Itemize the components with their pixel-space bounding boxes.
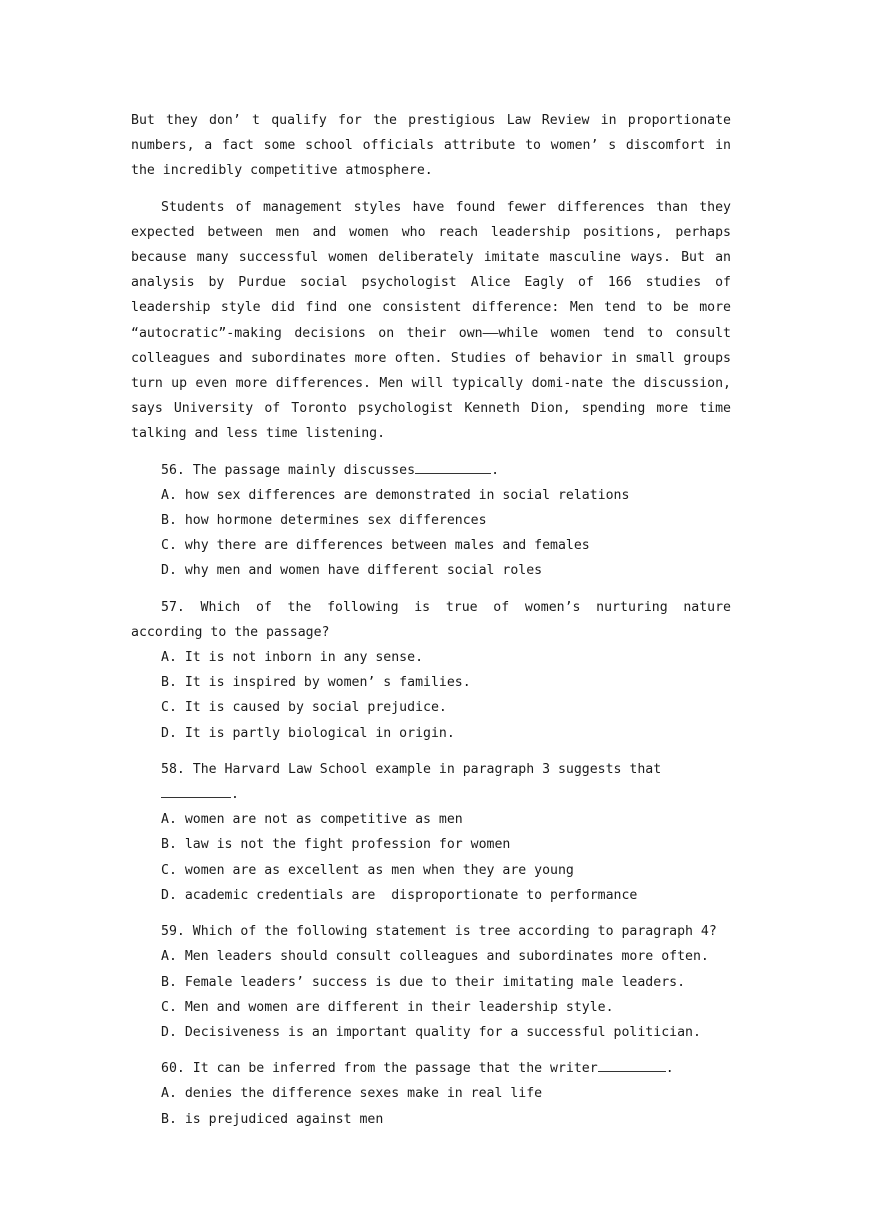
question-56: [131, 458, 731, 584]
option-c: C. It is caused by social prejudice.: [161, 700, 447, 716]
question-60: [131, 1056, 731, 1132]
question-stem: 57. Which of the following is true of women’s nurturing nature according to the passage?: [131, 599, 731, 640]
question-stem-end: .: [231, 787, 239, 803]
option-b: B. Female leaders’ success is due to their imitating male leaders.: [161, 974, 686, 990]
option-d: D. Decisiveness is an important quality for a successful politician.: [161, 1024, 701, 1040]
question-stem: [131, 458, 731, 483]
option-b: B. how hormone determines sex differences: [161, 513, 487, 529]
question-stem-text: 60. It can be inferred from the passage that the writer: [161, 1061, 598, 1077]
option-c: C. women are as excellent as men when they are young: [161, 862, 574, 878]
question-stem-text: 58. The Harvard Law School example in paragraph 3 suggests that: [161, 761, 662, 777]
option-a: A. It is not inborn in any sense.: [161, 650, 424, 666]
question-58: [131, 757, 731, 908]
answer-blank: [415, 459, 491, 474]
question-57: [131, 595, 731, 746]
option-a: A. Men leaders should consult colleagues and subordinates more often.: [161, 949, 709, 965]
passage-paragraph-1: But they don’ t qualify for the prestigious Law Review in proportionate numbers, a fact some school officials attribute to women’ s discomfort in the incredibly competitive atmosphere.: [131, 113, 731, 179]
option-d: D. academic credentials are disproportionate to performance: [161, 887, 638, 903]
question-stem-end: .: [665, 1061, 674, 1077]
option-c: C. Men and women are different in their leadership style.: [161, 999, 614, 1015]
question-stem: [131, 1056, 731, 1081]
question-stem-text: 56. The passage mainly discusses: [161, 462, 416, 478]
option-d: D. why men and women have different social roles: [161, 563, 543, 579]
option-b: B. It is inspired by women’ s families.: [161, 675, 471, 691]
document-page: [131, 108, 731, 1143]
option-a: A. denies the difference sexes make in real life: [161, 1086, 543, 1102]
option-a: A. how sex differences are demonstrated in social relations: [161, 487, 630, 503]
option-b: B. law is not the fight profession for women: [161, 837, 511, 853]
passage-paragraph-2: Students of management styles have found fewer differences than they expected between men and women who reach leadership positions, perhaps because many successful women deliberately imitate masculine ways. But an analysis by Purdue social psychologist Alice Eagly of 166 studies of leadership style did find one consistent difference: Men tend to be more “autocratic”-making decisions on their own——while women tend to consult colleagues and subordinates more often. Studies of behavior in small groups turn up even more differences. Men will typically domi-nate the discussion, says University of Toronto psychologist Kenneth Dion, spending more time talking and less time listening.: [131, 199, 731, 442]
answer-blank: [161, 783, 231, 798]
answer-blank: [598, 1057, 666, 1072]
option-b: B. is prejudiced against men: [161, 1111, 384, 1127]
option-c: C. why there are differences between males and females: [161, 538, 590, 554]
question-stem-end: .: [491, 462, 500, 478]
question-stem: 59. Which of the following statement is tree according to paragraph 4?: [161, 924, 717, 940]
question-stem: [131, 757, 731, 807]
option-d: D. It is partly biological in origin.: [161, 725, 455, 741]
question-59: [131, 919, 731, 1045]
option-a: A. women are not as competitive as men: [161, 812, 463, 828]
